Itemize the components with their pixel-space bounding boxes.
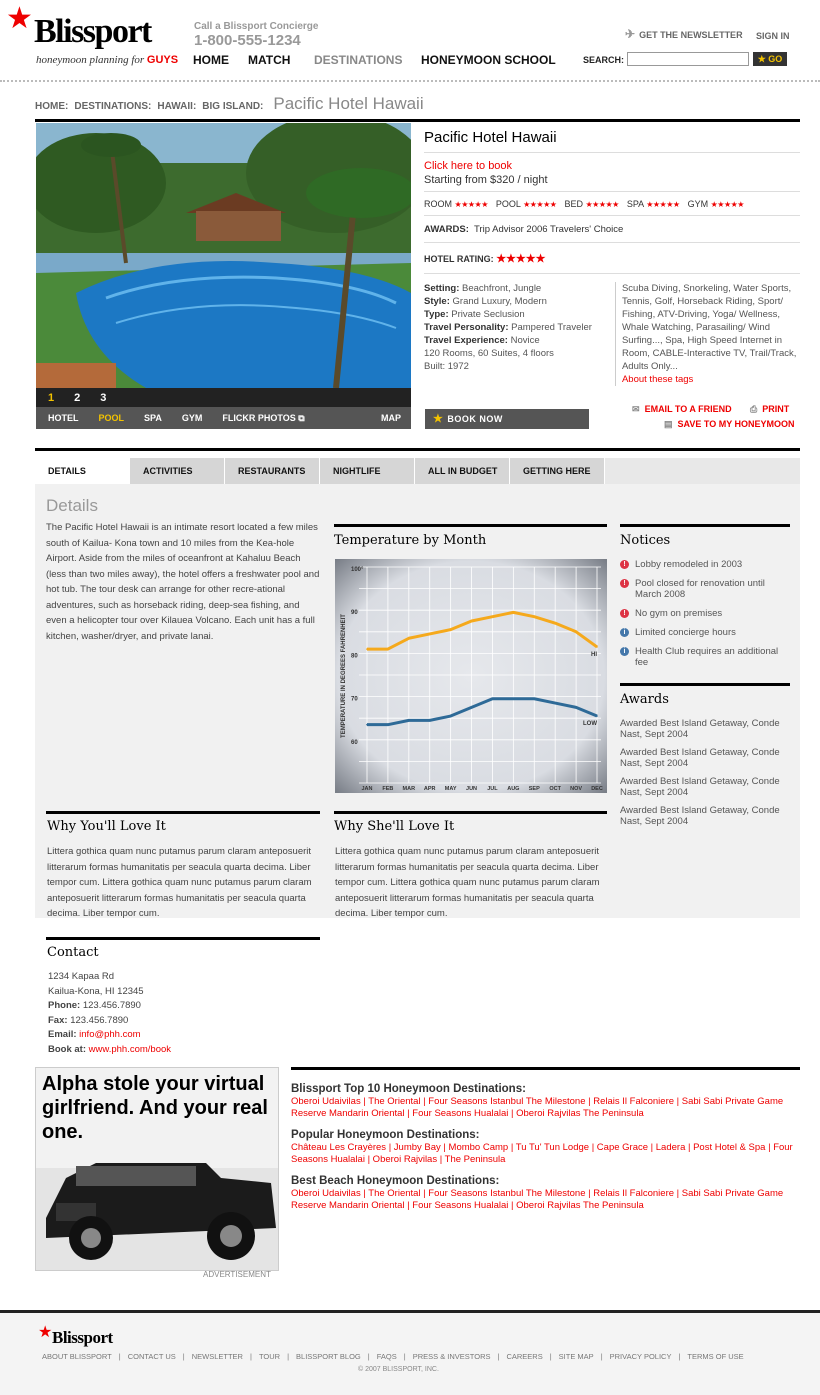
star-icon: ★	[433, 413, 444, 425]
popular-links[interactable]: Château Les Crayères | Jumby Bay | Mombo Camp | Tu Tu' Tun Lodge | Cape Grace | Ladera | Post Hotel & Spa | Four Seasons Hualalai | Oberoi Rajvilas | The Peninsula	[291, 1142, 793, 1165]
x-tick-label: APR	[423, 786, 436, 792]
star-icon: ★	[757, 54, 766, 64]
x-tick-label: AUG	[507, 786, 520, 792]
x-tick-label: NOV	[570, 786, 583, 792]
x-tick-label: MAY	[444, 786, 457, 792]
photo-tab-map[interactable]: MAP	[381, 413, 401, 423]
newsletter-link[interactable]: ✈ GET THE NEWSLETTER	[625, 27, 743, 41]
alert-icon: !	[620, 579, 629, 588]
beach-heading: Best Beach Honeymoon Destinations:	[291, 1175, 500, 1187]
alert-icon: !	[620, 609, 629, 618]
data-point	[408, 637, 410, 639]
why-you-text: Littera gothica quam nunc putamus parum claram anteposuerit litterarum formas humanitatis per seacula quarta decima. Liber tempor cum. Littera gothica quam nunc putamus parum claram anteposuerit litterarum formas humanitatis per seacula quarta decima. Liber tempor cum.	[47, 846, 312, 919]
book-now-button[interactable]: ★ BOOK NOW	[425, 409, 589, 429]
notices-list	[620, 559, 792, 676]
x-tick-label: DEC	[591, 786, 603, 792]
attribute-list: Setting: Beachfront, Jungle Style: Grand Luxury, Modern Type: Private Seclusion Travel Personality: Pampered Traveler Travel Experience: Novice 120 Rooms, 60 Suites, 4 floors Built: 1972	[424, 283, 592, 372]
print-link[interactable]: ⎙ PRINT	[750, 404, 790, 414]
alert-icon: !	[620, 560, 629, 569]
data-point	[408, 720, 410, 722]
data-point	[554, 702, 556, 704]
rating-pool: POOL ★★★★★	[495, 199, 557, 209]
footer-link-sitemap[interactable]: SITE MAP	[558, 1352, 594, 1361]
data-point	[596, 646, 598, 648]
photo-tab-gym[interactable]: GYM	[181, 413, 203, 423]
data-point	[492, 616, 494, 618]
divider	[334, 811, 607, 814]
tab-nightlife[interactable]: NIGHTLIFE	[320, 458, 415, 484]
signin-link[interactable]: SIGN IN	[756, 31, 790, 41]
save-icon: ▤	[664, 419, 673, 429]
search-label: SEARCH:	[583, 55, 625, 65]
hotel-info	[424, 122, 800, 386]
rating-spa: SPA ★★★★★	[626, 199, 680, 209]
footer-logo[interactable]: Blissport	[52, 1328, 113, 1347]
contact-info: 1234 Kapaa Rd Kailua-Kona, HI 12345 Phone: 123.456.7890 Fax: 123.456.7890 Email: info@phh.com Book at: www.phh.com/book	[48, 971, 172, 1055]
divider	[46, 811, 320, 814]
info-icon: i	[620, 628, 629, 637]
category-ratings	[424, 192, 800, 216]
bird-icon: ✈	[625, 27, 636, 41]
external-link-icon: ⧉	[298, 412, 305, 423]
popular-heading: Popular Honeymoon Destinations:	[291, 1129, 480, 1141]
y-tick-label: 80	[351, 653, 358, 660]
divider	[291, 1067, 800, 1070]
data-point	[429, 720, 431, 722]
beach-links[interactable]: Oberoi Udaivilas | The Oriental | Four Seasons Istanbul The Milestone | Relais Il Falconiere | Sabi Sabi Private Game Reserve Mandarin Oriental | Four Seasons Hualalai | Oberoi Rajvilas The Peninsula	[291, 1188, 784, 1211]
why-she-text: Littera gothica quam nunc putamus parum claram anteposuerit litterarum formas humanitatis per seacula quarta decima. Liber tempor cum. Littera gothica quam nunc putamus parum claram anteposuerit litterarum formas humanitatis per seacula quarta decima. Liber tempor cum.	[335, 846, 600, 919]
footer-link-faqs[interactable]: FAQS	[376, 1352, 397, 1361]
tagline: honeymoon planning for GUYS	[36, 54, 179, 66]
awards-heading: Awards	[620, 692, 669, 707]
photo-tab-spa[interactable]: SPA	[144, 413, 162, 423]
data-point	[596, 715, 598, 717]
stars-icon: ★★★★★	[710, 200, 744, 209]
page-title: Pacific Hotel Hawaii	[273, 94, 424, 113]
chart-ylabel: TEMPERATURE IN DEGREES FAHRENHEIT	[341, 614, 347, 738]
award-item: Awarded Best Island Getaway, Conde Nast, Sept 2004	[620, 776, 780, 798]
nav-destinations[interactable]: DESTINATIONS	[314, 53, 403, 67]
footer-link-press[interactable]: PRESS & INVESTORS	[412, 1352, 491, 1361]
notice-item: ! Lobby remodeled in 2003	[620, 559, 792, 570]
divider	[334, 524, 607, 527]
site-logo[interactable]: Blissport	[34, 13, 151, 50]
data-point	[471, 707, 473, 709]
top10-heading: Blissport Top 10 Honeymoon Destinations:	[291, 1083, 526, 1095]
info-icon: i	[620, 647, 629, 656]
tab-getting-here[interactable]: GETTING HERE	[510, 458, 605, 484]
y-tick-label: 90	[351, 610, 358, 617]
x-tick-label: SEP	[528, 786, 540, 792]
divider	[620, 524, 790, 527]
nav-match[interactable]: MATCH	[248, 53, 291, 67]
chart-background	[335, 559, 607, 793]
data-point	[366, 724, 368, 726]
data-point	[387, 724, 389, 726]
notice-item: ! No gym on premises	[620, 608, 792, 619]
photo-tabs	[36, 407, 411, 429]
data-point	[471, 620, 473, 622]
tab-activities[interactable]: ACTIVITIES	[130, 458, 225, 484]
footer-link-careers[interactable]: CAREERS	[506, 1352, 543, 1361]
tag-list: Scuba Diving, Snorkeling, Water Sports, Tennis, Golf, Horseback Riding, Sport/ Fishing, ATV-Driving, Yoga/ Wellness, Whale Watching, Parasailing/ Wind Surfing..., Spa, High Speed Internet in Room, CABLE-Interactive TV, Trail/Track, Adults Only... About these tags	[615, 282, 800, 386]
series-label: HI	[591, 651, 597, 658]
why-you-heading: Why You'll Love It	[47, 819, 166, 834]
y-tick-label: 60	[351, 739, 358, 746]
photo-page-3[interactable]: 3	[100, 391, 107, 404]
data-point	[366, 648, 368, 650]
data-point	[492, 698, 494, 700]
printer-icon: ⎙	[750, 404, 758, 414]
photo-page-1[interactable]: 1	[48, 391, 55, 404]
tab-restaurants[interactable]: RESTAURANTS	[225, 458, 320, 484]
footer-links: ABOUT BLISSPORT | CONTACT US | NEWSLETTER | TOUR | BLISSPORT BLOG | FAQS | PRESS & INVESTORS | CAREERS | SITE MAP | PRIVACY POLICY | TERMS OF USE	[42, 1352, 744, 1361]
why-she-heading: Why She'll Love It	[334, 819, 455, 834]
data-point	[450, 715, 452, 717]
rating-room: ROOM ★★★★★	[424, 199, 488, 209]
x-tick-label: JAN	[361, 786, 373, 792]
breadcrumb-home[interactable]: HOME:	[35, 101, 69, 112]
data-point	[554, 622, 556, 624]
notices-heading: Notices	[620, 533, 671, 548]
data-point	[429, 633, 431, 635]
data-point	[533, 698, 535, 700]
rating-bed: BED ★★★★★	[564, 199, 619, 209]
awards-row: AWARDS: Trip Advisor 2006 Travelers' Choice	[424, 216, 800, 243]
y-tick-label: 70	[351, 696, 358, 703]
stars-icon: ★★★★★	[454, 200, 488, 209]
section-tabs	[35, 458, 800, 484]
breadcrumb-big-island[interactable]: BIG ISLAND:	[202, 101, 264, 112]
award-item: Awarded Best Island Getaway, Conde Nast, Sept 2004	[620, 805, 780, 827]
notice-item: i Limited concierge hours	[620, 627, 792, 638]
data-point	[387, 648, 389, 650]
about-tags-link[interactable]: About these tags	[621, 374, 694, 385]
award-item: Awarded Best Island Getaway, Conde Nast, Sept 2004	[620, 718, 780, 740]
tab-details[interactable]: DETAILS	[35, 458, 130, 484]
logo-star-icon[interactable]: ★	[38, 1324, 53, 1341]
footer-link-blog[interactable]: BLISSPORT BLOG	[296, 1352, 361, 1361]
concierge-label: Call a Blissport Concierge	[194, 21, 319, 32]
awards-list	[620, 718, 792, 834]
price: Starting from $320 / night	[424, 174, 548, 186]
nav-honeymoon-school[interactable]: HONEYMOON SCHOOL	[421, 53, 556, 67]
details-text: The Pacific Hotel Hawaii is an intimate resort located a few miles south of Kailua- Kona town and 10 miles from the Kea-hole Airport. Aside from the miles of oceanfront at Kahaluu Beach (less than two miles away), the hotel offers a freshwater pool and hot tub. The tour desk can arrange for other recre-ational adventures, such as horseback riding, deep-sea fishing, and even a helicopter tour over Kilauea Volcano. Each unit has a full kitchen, washer/dryer, and private lanai.	[46, 522, 320, 642]
destination-lists	[291, 1083, 801, 1221]
hotel-photo	[36, 123, 411, 388]
photo-page-2[interactable]: 2	[74, 391, 81, 404]
save-honeymoon-link[interactable]: ▤ SAVE TO MY HONEYMOON	[664, 419, 795, 429]
photo-tab-hotel[interactable]: HOTEL	[48, 413, 79, 423]
email-friend-link[interactable]: ✉ EMAIL TO A FRIEND	[632, 404, 732, 414]
y-tick-label: 100°	[351, 567, 364, 573]
top10-links[interactable]: Oberoi Udaivilas | The Oriental | Four Seasons Istanbul The Milestone | Relais Il Falconiere | Sabi Sabi Private Game Reserve Mandarin Oriental | Four Seasons Hualalai | Oberoi Rajvilas The Peninsula	[291, 1096, 784, 1119]
nav-home[interactable]: HOME	[193, 53, 229, 67]
email-link[interactable]: info@phh.com	[79, 1029, 141, 1040]
hotel-rating: HOTEL RATING: ★★★★★	[424, 243, 800, 274]
chart-title: Temperature by Month	[334, 533, 487, 548]
notice-item: i Health Club requires an additional fee	[620, 646, 792, 668]
divider	[35, 448, 800, 451]
envelope-icon: ✉	[632, 404, 640, 414]
breadcrumb-hawaii[interactable]: HAWAII:	[157, 101, 197, 112]
x-tick-label: JUN	[466, 786, 478, 792]
concierge-phone: 1-800-555-1234	[194, 32, 301, 49]
rating-gym: GYM ★★★★★	[687, 199, 744, 209]
logo-star-icon[interactable]: ★	[6, 2, 33, 35]
photo-tab-pool[interactable]: POOL	[98, 413, 125, 423]
footer-link-about[interactable]: ABOUT BLISSPORT	[42, 1352, 112, 1361]
divider	[46, 937, 320, 940]
award-item: Awarded Best Island Getaway, Conde Nast, Sept 2004	[620, 747, 780, 769]
stars-icon: ★★★★★	[523, 200, 557, 209]
photo-tab-flickr[interactable]: FLICKR PHOTOS ⧉	[222, 412, 305, 423]
notice-item: ! Pool closed for renovation until March 2008	[620, 578, 792, 600]
data-point	[513, 612, 515, 614]
hotel-name: Pacific Hotel Hawaii	[424, 122, 800, 153]
photo-pager	[36, 388, 411, 407]
book-link[interactable]: Click here to book	[424, 160, 513, 172]
data-point	[575, 631, 577, 633]
search-input[interactable]	[627, 52, 749, 66]
data-point	[450, 629, 452, 631]
book-url-link[interactable]: www.phh.com/book	[88, 1043, 172, 1055]
advertisement[interactable]	[35, 1067, 279, 1271]
stars-icon: ★★★★★	[585, 200, 619, 209]
details-heading: Details	[46, 496, 98, 515]
footer-link-privacy[interactable]: PRIVACY POLICY	[609, 1352, 672, 1361]
x-tick-label: JUL	[487, 786, 498, 792]
data-point	[513, 698, 515, 700]
tab-all-in-budget[interactable]: ALL IN BUDGET	[415, 458, 510, 484]
booking-block	[424, 153, 800, 192]
ad-headline: Alpha stole your virtual girlfriend. And your real one.	[42, 1073, 268, 1143]
stars-icon: ★★★★★	[646, 200, 680, 209]
search-go-button[interactable]: ★ GO	[753, 52, 787, 66]
footer-link-contact[interactable]: CONTACT US	[127, 1352, 176, 1361]
footer-link-terms[interactable]: TERMS OF USE	[687, 1352, 744, 1361]
data-point	[533, 616, 535, 618]
x-tick-label: FEB	[382, 786, 394, 792]
breadcrumb	[35, 94, 424, 114]
footer-link-newsletter[interactable]: NEWSLETTER	[191, 1352, 243, 1361]
x-tick-label: MAR	[402, 786, 416, 792]
series-label: LOW	[583, 721, 597, 728]
footer-link-tour[interactable]: TOUR	[258, 1352, 281, 1361]
contact-heading: Contact	[47, 945, 99, 960]
breadcrumb-destinations[interactable]: DESTINATIONS:	[74, 101, 152, 112]
temperature-chart	[335, 559, 607, 793]
divider	[620, 683, 790, 686]
x-tick-label: OCT	[549, 786, 561, 792]
copyright: © 2007 BLISSPORT, INC.	[358, 1366, 439, 1373]
ad-label: ADVERTISEMENT	[203, 1270, 271, 1279]
hotel-attributes	[424, 274, 800, 386]
stars-icon: ★★★★★	[496, 253, 546, 265]
data-point	[575, 707, 577, 709]
